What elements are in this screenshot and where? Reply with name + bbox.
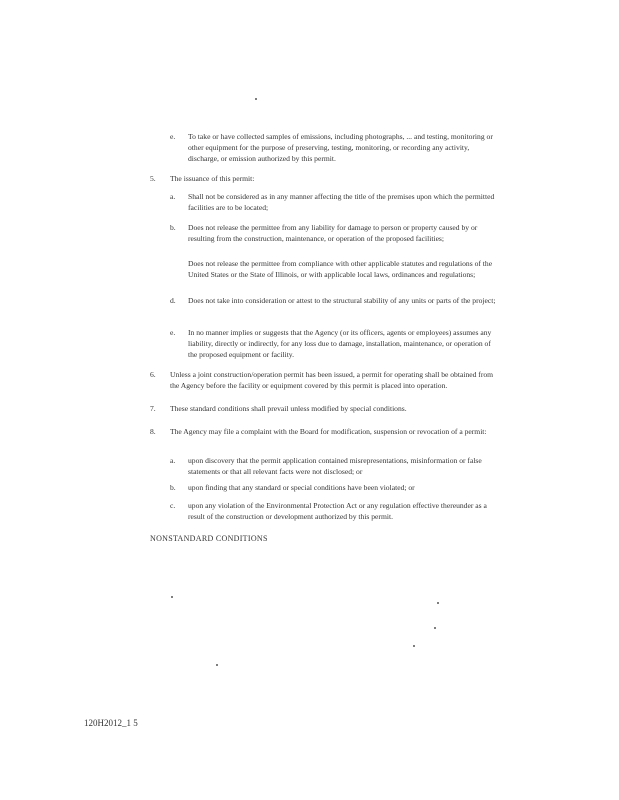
item-8b-text: upon finding that any standard or special conditions have been violated; or: [188, 483, 415, 492]
footer-document-code: 120H2012_1 5: [84, 718, 138, 728]
section-heading: NONSTANDARD CONDITIONS: [150, 534, 268, 543]
scan-speck: [413, 645, 415, 647]
item-5-text: The issuance of this permit:: [170, 174, 255, 183]
item-8b-label: b.: [170, 483, 176, 492]
scan-speck: [434, 627, 436, 629]
item-5b-label: b.: [170, 223, 176, 232]
item-5-label: 5.: [150, 174, 156, 183]
item-4e-text: To take or have collected samples of emissions, including photographs, ... and testing, monitoring or other equipment for the purpose of preserving, testing, monitoring, or recording any activity, discharge, or emission authorized by this permit.: [188, 132, 493, 163]
item-8a-text: upon discovery that the permit application contained misrepresentations, misinformation or false statements or that all relevant facts were not disclosed; or: [188, 456, 482, 476]
scan-speck: [437, 602, 439, 604]
item-8c-text: upon any violation of the Environmental Protection Act or any regulation effective thereunder as a result of the construction or development authorized by this permit.: [188, 501, 487, 521]
item-5d-label: d.: [170, 296, 176, 305]
item-4e-label: e.: [170, 132, 176, 141]
item-8c-label: c.: [170, 501, 176, 510]
item-5e-text: In no manner implies or suggests that the Agency (or its officers, agents or employees) assumes any liability, directly or indirectly, for any loss due to damage, installation, maintenance, or operation of the proposed equipment or facility.: [188, 328, 492, 359]
item-5a-text: Shall not be considered as in any manner affecting the title of the premises upon which the permitted facilities are to be located;: [188, 192, 495, 212]
item-7-text: These standard conditions shall prevail unless modified by special conditions.: [170, 404, 407, 413]
item-6-text: Unless a joint construction/operation permit has been issued, a permit for operating shall be obtained from the Agency before the facility or equipment covered by this permit is placed into operation.: [170, 370, 494, 390]
item-8a-label: a.: [170, 456, 176, 465]
scan-speck: [216, 664, 218, 666]
item-8-text: The Agency may file a complaint with the Board for modification, suspension or revocation of a permit:: [170, 427, 487, 436]
item-5c-text: Does not release the permittee from compliance with other applicable statutes and regulations of the United States or the State of Illinois, or with applicable local laws, ordinances and regulations;: [188, 259, 493, 279]
scan-speck: [171, 596, 173, 598]
item-5d-text: Does not take into consideration or attest to the structural stability of any units or parts of the project;: [188, 296, 496, 305]
item-5b-text: Does not release the permittee from any liability for damage to person or property caused by or resulting from the construction, maintenance, or operation of the proposed facilities;: [188, 223, 478, 243]
scan-speck: [255, 98, 257, 100]
item-5e-label: e.: [170, 328, 176, 337]
item-7-label: 7.: [150, 404, 156, 413]
item-6-label: 6.: [150, 370, 156, 379]
item-5a-label: a.: [170, 192, 176, 201]
item-8-label: 8.: [150, 427, 156, 436]
